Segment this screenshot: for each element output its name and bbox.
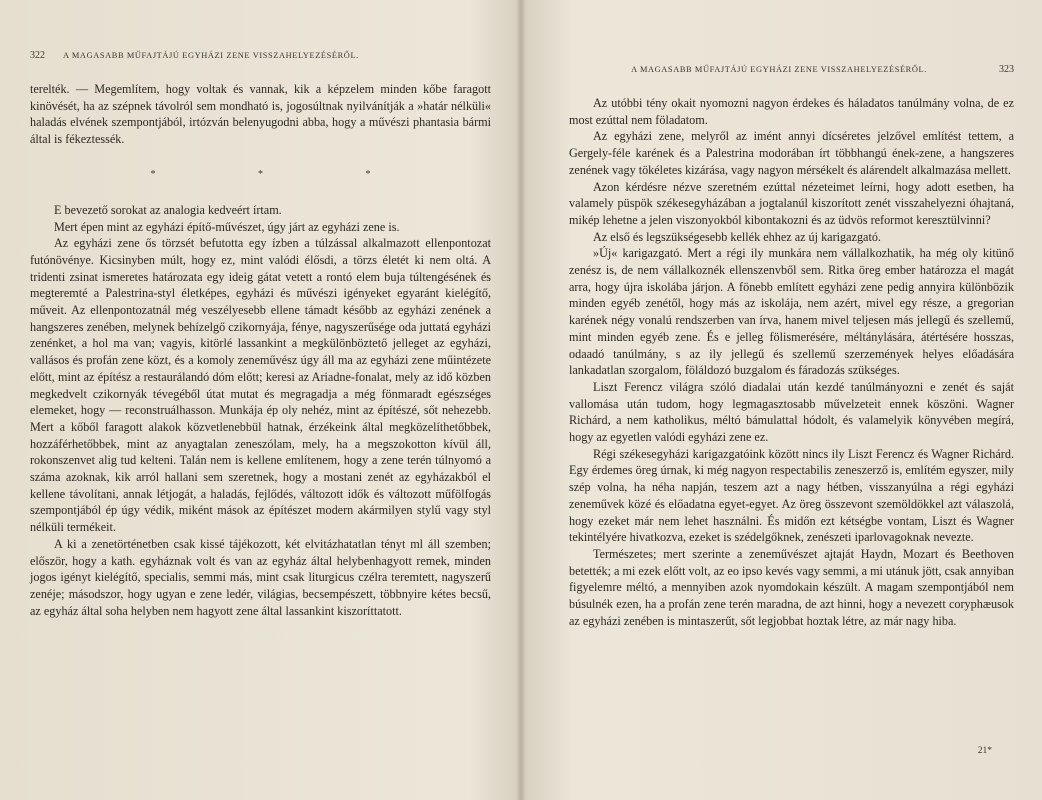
running-head <box>569 64 1014 75</box>
page-number: 322 <box>30 50 45 61</box>
paragraph: E bevezető sorokat az analogia kedveért írtam. <box>54 202 282 217</box>
paragraph: A ki a zenetörténetben csak kissé tájékozott, két elvitázhatatlan tényt ml áll szemben; először, hogy a kath. egyháznak volt és van az egyház által helybenhagyott remek, minden jogos igényt kielégítő, specialis, semmi más, mint csak liturgicus czélra teremtett, nagyszerű zenéje; másodszor, hogy ugyan e zene ledér, világias, becsempészett, többnyire kétes becsű, az egyház által soha helyben nem hagyott zene által lassankint kiszoríttatott. <box>30 536 491 618</box>
section-separator: * * * <box>150 168 421 180</box>
page-number: 323 <box>999 64 1014 75</box>
signature-mark: 21* <box>977 746 992 756</box>
paragraph: Az első és legszükségesebb kellék ehhez az új karigazgató. <box>593 229 881 244</box>
paragraph: Mert épen mint az egyházi építő-művészet, úgy járt az egyházi zene is. <box>54 219 400 234</box>
page-body <box>569 95 1014 630</box>
right-page <box>521 0 1042 800</box>
paragraph: »Új« karigazgató. Mert a régi ily munkára nem vállalkozhatik, ha még oly kitünő zenész is, de nem vállalkoznék ellenszenvből sem. Ritka öreg ember határozza el magát arra, hogy újra iskolába járjon. A fönebb említett egyházi zene pedig annyira különbözik minden egyéb zenétől, hogy más az iskolája, nem azért, mivel egy része, a gregorian karének négy vonalú rendszerben van írva, hanem mivel teljesen más jellegű és szellemű, mint minden egyéb zene. És e jelleg fölismerésére, méltánylására, átértésére hosszas, odaadó tanúlmány, s az ily jellegű és szellemű szerzemények helyes előadására lankadatlan szorgalom, föláldozó buzgalom és fáradozás szükséges. <box>569 246 1014 378</box>
paragraph: Régi székesegyházi karigazgatóink között nincs ily Liszt Ferencz és Wagner Richárd. Egy érdemes öreg úrnak, ki még nagyon respectabilis zeneszerző is, említém egyszer, mily szép volna, ha néha napján, teszem azt a nagy hétben, visszanyúlna a régi egyházi zeneművek közé és előadatna egyet-egyet. Az öreg összevont szemöldökkel azt válaszolá, hogy ezeket már nem lehet használni. És midőn ezt kétségbe vontam, Liszt és Wagner tekintélyére hivatkozva, ezeket is szédelgőknek, zenészeti iparlovagoknak nevezte. <box>569 446 1014 545</box>
paragraph: terelték. — Megemlítem, hogy voltak és vannak, kik a képzelem minden kőbe faragott kinövését, ha az szépnek távolról sem mondható is, jogosúltnak nyilvánítják a »határ nélküli« haladás elvének szempontjából, irtózván belenyugodni abba, hogy a művészi phantasia bármi által is fékeztessék. <box>30 82 491 147</box>
paragraph: Liszt Ferencz világra szóló diadalai után kezdé tanúlmányozni e zenét és saját vallomása után tudom, hogy legmagasztosabb művelzeteit ennek köszöni. Wagner Richárd, a nem katholikus, méltó bámulattal hódolt, és valamelyik könyvében megírá, hogy az egyetlen valódi egyházi zene ez. <box>569 379 1014 445</box>
running-head <box>30 50 491 61</box>
page-body <box>30 81 491 619</box>
paragraph: Természetes; mert szerinte a zeneművészet ajtaját Haydn, Mozart és Beethoven betették; a mi ezek előtt volt, az eo ipso kevés vagy semmi, a mi utánuk jött, csak annyiban figyelemre méltó, a mennyiben azok nyomdokain készült. A magam szempontjából nem búsulnék ezen, ha a profán zene terén maradna, de azt hinni, hogy a nevezett coryphæusok az egyházi zenében is mintaszerűt, sőt legjobbat hoztak létre, az már nagy hiba. <box>569 546 1014 628</box>
running-head-title: A MAGASABB MŰFAJTÁJÚ EGYHÁZI ZENE VISSZAHELYEZÉSÉRŐL. <box>63 51 359 60</box>
paragraph: Az egyházi zene, melyről az imént annyi dícséretes jelzővel említést tettem, a Gergely-féle karének és a Palestrina modorában írt többhangú ének-zene, a hangszeres zenének vagy tökéletes kizárása, vagy nagyon mérsékelt és alárendelt alkalmazása mellett. <box>569 129 1014 177</box>
paragraph: Azon kérdésre nézve szeretném ezúttal nézeteimet leírni, hogy adott esetben, ha valamely püspök székesegyházában a jogtalanúl kiszorított zenét visszahelyezni óhajtaná, mikép lehetne a jelen viszonyokból kibontakozni és az üdvös reformot keresztülvinni? <box>569 179 1014 227</box>
running-head-title: A MAGASABB MŰFAJTÁJÚ EGYHÁZI ZENE VISSZAHELYEZÉSÉRŐL. <box>631 65 927 74</box>
paragraph: Az egyházi zene ős törzsét befutotta egy ízben a túlzással alkalmazott ellenpontozat futónövénye. Kicsinyben múlt, hogy ez, mint valódi élősdi, a törzs életét ki nem oltá. A tridenti zsinat ismeretes határozata egy ideig gátat vetett a rontó elem buja túltengésének és megteremté a Palestrina-styl életképes, egyházi és művészi igényeket egyaránt kielégítő, műveit. Az ellenpontozatnál még veszélyesebb ellene támadt később az egyházi zenének a hangszeres zenében, melynek behízelgő czikornyája, fénye, nagyszerűsége oda juttatá egyházi zenénket, a hol ma van; vagyis, kitörlé lassankint a megkülönböztető jelleget az egyházi, vallásos és profán zene közt, és a komoly zeneművész úgy áll ma az egyházi zene műintézete előtt, mint az építész a restaurálandó dóm előtt; keresi az Ariadne-fonalat, mely az idő közben megkedvelt czikornyák tévegéből útat mutat és megragadja a még fönmaradt egészséges elemeket, hogy — reconstruálhasson. Munkája ép oly nehéz, mint az építészé, sőt nehezebb. Mert a kőből faragott alakok közvetlenebbül hatnak, érzékeink által megközelíthetőbbek, hozzáférhetőbbek, mint az anyagtalan zeneszólam, mely, ha a megszokotton kívül áll, rokonszenvet alig tud kelteni. Talán nem is kellene említenem, hogy a zene terén túlnyomó a száma azoknak, kik arról hallani sem szeretnek, hogy a mostani zenét az egyházakból el kellene távolítani, annak létjogát, a haladás, fejlődés, változott idők és változott műfölfogás szempontjából ép úgy védik, miként mások az építészet modern akármilyen stylű vagy styl nélküli termékeit. <box>30 236 491 535</box>
paragraph: Az utóbbi tény okait nyomozni nagyon érdekes és háladatos tanúlmány volna, de ez most ezúttal nem föladatom. <box>569 96 1014 127</box>
